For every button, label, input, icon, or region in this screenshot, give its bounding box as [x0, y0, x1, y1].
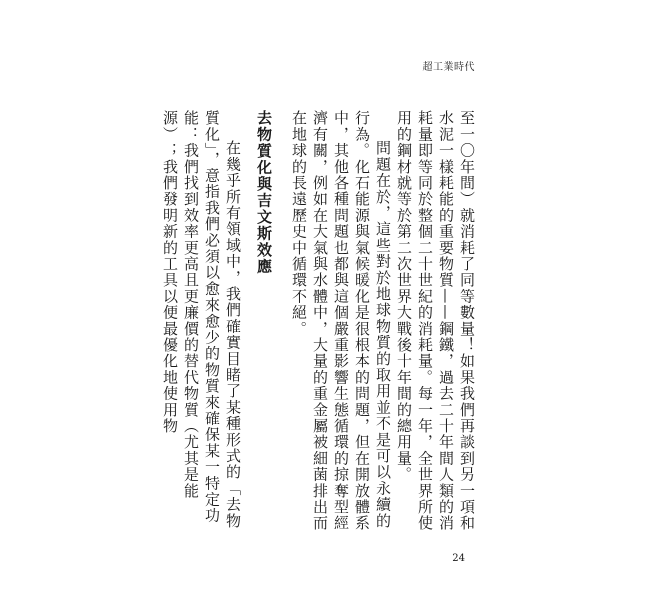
body-text: [161, 110, 477, 535]
paragraph: 在幾乎所有領域中，我們確實目睹了某種形式的「去物質化」，意指我們必須以愈來愈少的物質來確保某一特定功能：我們找到效率更高且更廉價的替代物質（尤其是能源）；我們發明新的工具以便最優化地使用物: [161, 110, 242, 529]
paragraph-continued: 至一〇年間）就消耗了同等數量！如果我們再談到另一項和水泥一樣耗能的重要物質——鋼鐵，過去二十年間人類的消耗量即等同於整個二十世紀的消耗量。每一年，全世界所使用的鋼材就等於第二次世界大戰後十年間的總用量。: [395, 110, 476, 532]
running-header: 超工業時代: [422, 62, 475, 73]
paragraph: 問題在於，這些對於地球物質的取用並不是可以永續的行為。化石能源與氣候暖化是很根本的問題，但在開放體系中，其他各種問題也都與這個嚴重影響生態循環的掠奪型經濟有關，例如在大氣與水體中，大量的重金屬被細菌排出而在地球的長遠歷史中循環不絕。: [290, 110, 392, 532]
section-heading: 去物質化與吉文斯效應: [255, 110, 273, 275]
page-number: 24: [452, 553, 465, 564]
